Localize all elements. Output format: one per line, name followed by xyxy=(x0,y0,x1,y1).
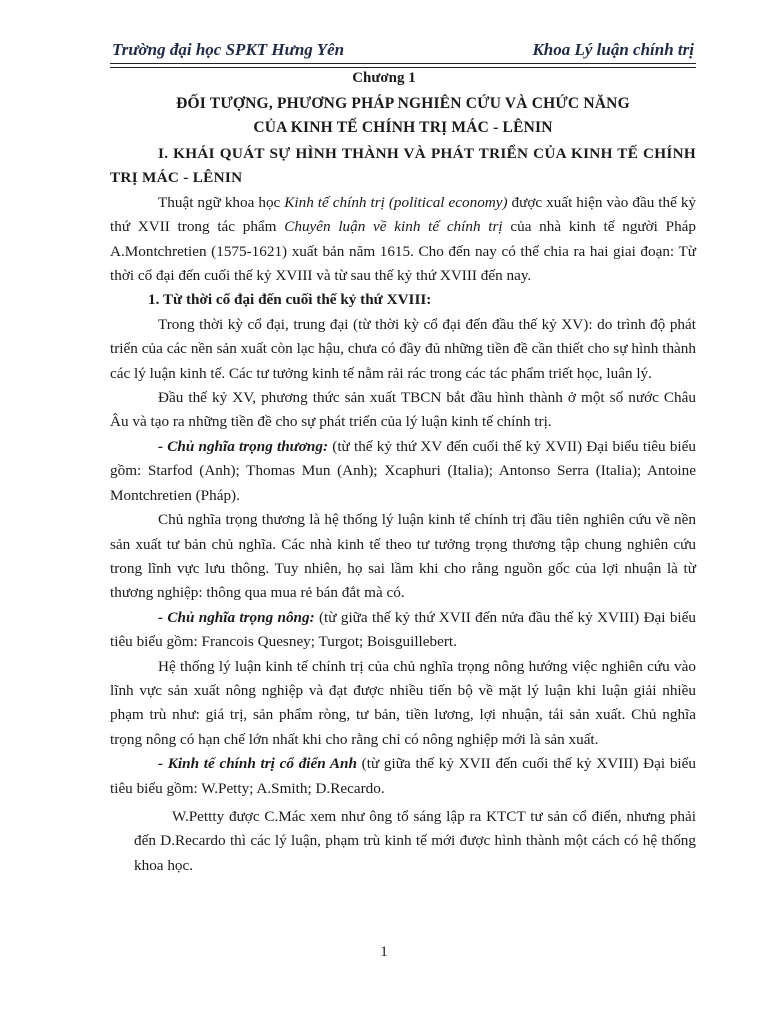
paragraph: Trong thời kỳ cổ đại, trung đại (từ thời kỳ cổ đại đến đầu thế kỷ XV): do trình độ phát triển của các nền sản xuất còn lạc hậu, chưa có đầy đủ những tiền đề cần thiết cho sự hình thành các lý luận kinh tế. Các tư tưởng kinh tế nằm rải rác trong các tác phẩm triết học, luân lý. xyxy=(110,315,696,382)
section-heading: I. KHÁI QUÁT SỰ HÌNH THÀNH VÀ PHÁT TRIỂN CỦA KINH TẾ CHÍNH TRỊ MÁC - LÊNIN xyxy=(110,145,696,187)
term-label: - Chủ nghĩa trọng thương: xyxy=(158,437,329,455)
chapter-heading: Chương 1 xyxy=(352,70,416,86)
subsection-heading: 1. Từ thời cổ đại đến cuối thế kỷ thứ XVIII: xyxy=(148,291,432,309)
paragraph: Đầu thế kỷ XV, phương thức sản xuất TBCN bắt đầu hình thành ở một số nước Châu Âu và tạo ra những tiền đề cho sự phát triển của lý luận kinh tế chính trị. xyxy=(110,389,696,431)
paragraph-classical xyxy=(110,752,696,801)
text: (từ giữa thế kỷ thứ XVII đến nửa đầu thế kỷ XVIII) Đại biểu tiêu biểu gồm: Francois Quesney; Turgot; Boisguillebert. xyxy=(110,608,696,651)
page-header xyxy=(112,40,694,60)
paragraph-physiocracy xyxy=(110,606,696,655)
text: được xuất hiện vào đầu thế kỷ thứ XVII trong tác phẩm xyxy=(110,193,697,236)
term-label: - Chủ nghĩa trọng nông: xyxy=(158,608,315,626)
chapter-title xyxy=(110,92,696,140)
paragraph-mercantilism xyxy=(110,435,696,508)
text: Thuật ngữ khoa học xyxy=(158,193,285,211)
text: (từ thế kỷ thứ XV đến cuối thế kỷ XVII) Đại biểu tiêu biểu gồm: Starfod (Anh); Thomas Mun (Anh); Xcaphuri (Italia); Antonso Serra (Italia); Antoine Montchretien (Pháp). xyxy=(110,437,696,504)
paragraph: W.Pettty được C.Mác xem như ông tổ sáng lập ra KTCT tư sản cổ điển, nhưng phải đến D.Recardo thì các lý luận, phạm trù kinh tế mới được hình thành một cách có hệ thống khoa học. xyxy=(134,807,696,874)
body-content xyxy=(110,142,696,878)
term-label: - Kinh tế chính trị cổ điển Anh xyxy=(158,755,357,773)
header-faculty: Khoa Lý luận chính trị xyxy=(532,40,694,59)
paragraph: Hệ thống lý luận kinh tế chính trị của chủ nghĩa trọng nông hướng việc nghiên cứu vào lĩnh vực sản xuất nông nghiệp và đạt được nhiều tiến bộ về mặt lý luận khi luận giải nhiều phạm trù như: giá trị, sản phẩm ròng, tư bản, tiền lương, lợi nhuận, tái sản xuất. Chủ nghĩa trọng nông có hạn chế lớn nhất khi cho rằng chỉ có nông nghiệp mới là sản xuất. xyxy=(110,657,696,748)
chapter-title-line-1: ĐỐI TƯỢNG, PHƯƠNG PHÁP NGHIÊN CỨU VÀ CHỨC NĂNG xyxy=(176,95,630,112)
paragraph-intro xyxy=(110,191,696,289)
page-number: 1 xyxy=(380,944,388,960)
text: của nhà kinh tế người Pháp A.Montchretien (1575-1621) xuất bản năm 1615. Cho đến nay có thể chia ra hai giai đoạn: Từ thời cổ đại đến cuối thế kỷ XVIII và từ sau thế kỷ thứ XVIII đến nay. xyxy=(110,218,696,285)
header-university: Trường đại học SPKT Hưng Yên xyxy=(112,40,345,59)
paragraph: Chủ nghĩa trọng thương là hệ thống lý luận kinh tế chính trị đầu tiên nghiên cứu về nền sản xuất tư bản chủ nghĩa. Các nhà kinh tế theo tư tưởng trọng thương tập chung nghiên cứu trong lĩnh vực lưu thông. Tuy nhiên, họ sai lầm khi cho rằng nguồn gốc của lợi nhuận là từ thương nghiệp: thông qua mua rẻ bán đắt mà có. xyxy=(110,511,696,602)
chapter-title-line-2: CỦA KINH TẾ CHÍNH TRỊ MÁC - LÊNIN xyxy=(253,119,553,136)
italic-work-title: Chuyên luận về kinh tế chính trị xyxy=(284,218,503,236)
italic-term: Kinh tế chính trị (political economy) xyxy=(284,193,508,211)
text: (từ giữa thế kỷ XVII đến cuối thế kỷ XVIII) Đại biểu tiêu biểu gồm: W.Petty; A.Smith; D.Recardo. xyxy=(110,755,696,797)
header-rule xyxy=(110,63,696,68)
